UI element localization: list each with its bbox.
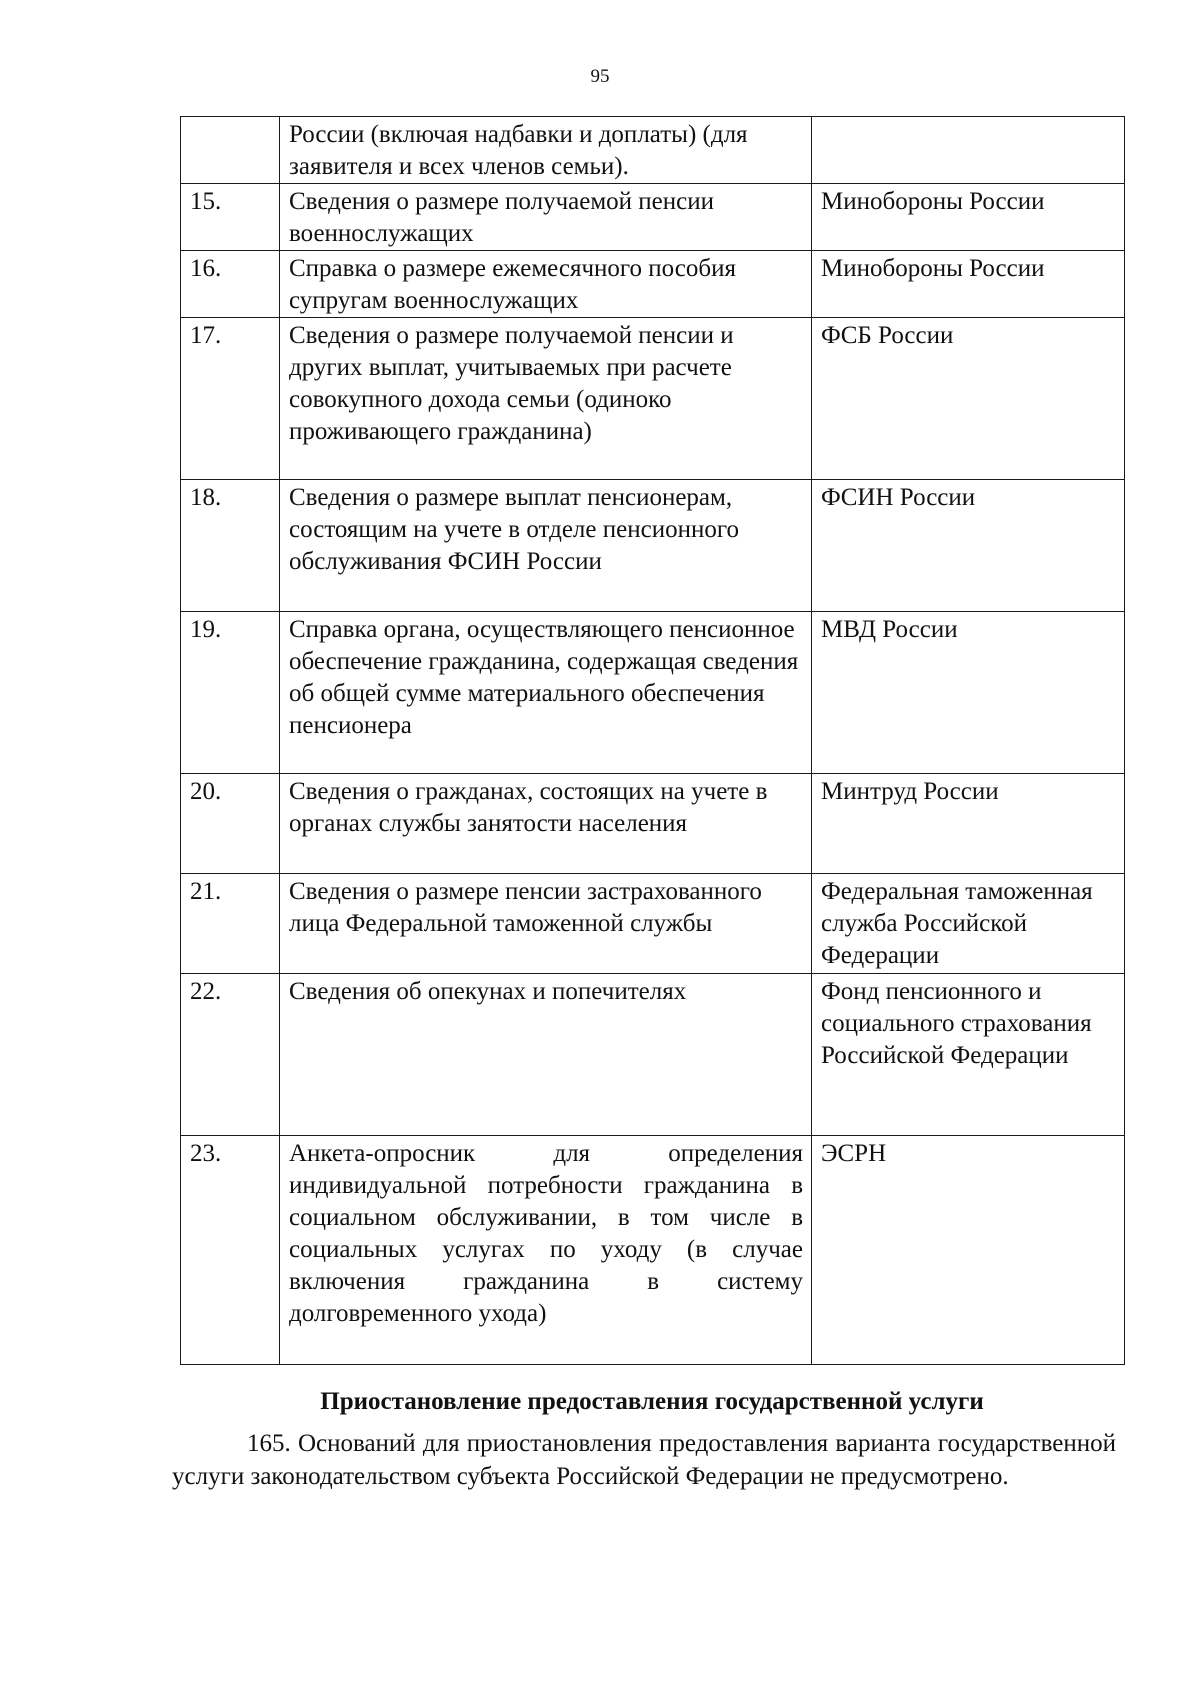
- documents-table: [180, 116, 1125, 1365]
- row-description: Сведения о размере пенсии застрахованного лица Федеральной таможенной службы: [280, 874, 812, 974]
- table-row: [181, 117, 1125, 184]
- row-agency: ФСБ России: [812, 318, 1125, 480]
- row-number: 18.: [181, 480, 280, 612]
- row-agency: Минтруд России: [812, 774, 1125, 874]
- row-description: Справка о размере ежемесячного пособия супругам военнослужащих: [280, 251, 812, 318]
- table-row: [181, 480, 1125, 612]
- row-agency: Минобороны России: [812, 251, 1125, 318]
- row-number: 19.: [181, 612, 280, 774]
- row-agency: ЭСРН: [812, 1136, 1125, 1365]
- row-agency: Минобороны России: [812, 184, 1125, 251]
- table-row: [181, 974, 1125, 1136]
- row-agency: [812, 117, 1125, 184]
- table-row: [181, 612, 1125, 774]
- row-agency: Фонд пенсионного и социального страхования Российской Федерации: [812, 974, 1125, 1136]
- table-row: [181, 774, 1125, 874]
- row-description: Сведения об опекунах и попечителях: [280, 974, 812, 1136]
- row-description: Сведения о гражданах, состоящих на учете в органах службы занятости населения: [280, 774, 812, 874]
- row-description: Сведения о размере получаемой пенсии военнослужащих: [280, 184, 812, 251]
- row-description: России (включая надбавки и доплаты) (для заявителя и всех членов семьи).: [280, 117, 812, 184]
- table-row: [181, 318, 1125, 480]
- row-description: Анкета-опросник для определения индивидуальной потребности гражданина в социальном обслуживании, в том числе в социальных услугах по уходу (в случае включения гражданина в систему долговременного ухода): [280, 1136, 812, 1365]
- row-number: [181, 117, 280, 184]
- row-agency: МВД России: [812, 612, 1125, 774]
- row-number: 23.: [181, 1136, 280, 1365]
- row-description: Справка органа, осуществляющего пенсионное обеспечение гражданина, содержащая сведения об общей сумме материального обеспечения пенсионера: [280, 612, 812, 774]
- row-description: Сведения о размере получаемой пенсии и других выплат, учитываемых при расчете совокупного дохода семьи (одиноко проживающего гражданина): [280, 318, 812, 480]
- section-paragraph: 165. Оснований для приостановления предоставления варианта государственной услуги законодательством субъекта Российской Федерации не предусмотрено.: [172, 1430, 1116, 1490]
- row-number: 21.: [181, 874, 280, 974]
- table-row: [181, 251, 1125, 318]
- table-body: [181, 117, 1125, 1365]
- table-row: [181, 874, 1125, 974]
- row-number: 22.: [181, 974, 280, 1136]
- table-row: [181, 1136, 1125, 1365]
- row-agency: ФСИН России: [812, 480, 1125, 612]
- section-heading: Приостановление предоставления государственной услуги: [320, 1388, 984, 1415]
- row-description: Сведения о размере выплат пенсионерам, состоящим на учете в отделе пенсионного обслуживания ФСИН России: [280, 480, 812, 612]
- row-number: 15.: [181, 184, 280, 251]
- row-agency: Федеральная таможенная служба Российской Федерации: [812, 874, 1125, 974]
- row-number: 20.: [181, 774, 280, 874]
- row-number: 16.: [181, 251, 280, 318]
- table-row: [181, 184, 1125, 251]
- page-number: 95: [590, 66, 610, 87]
- row-number: 17.: [181, 318, 280, 480]
